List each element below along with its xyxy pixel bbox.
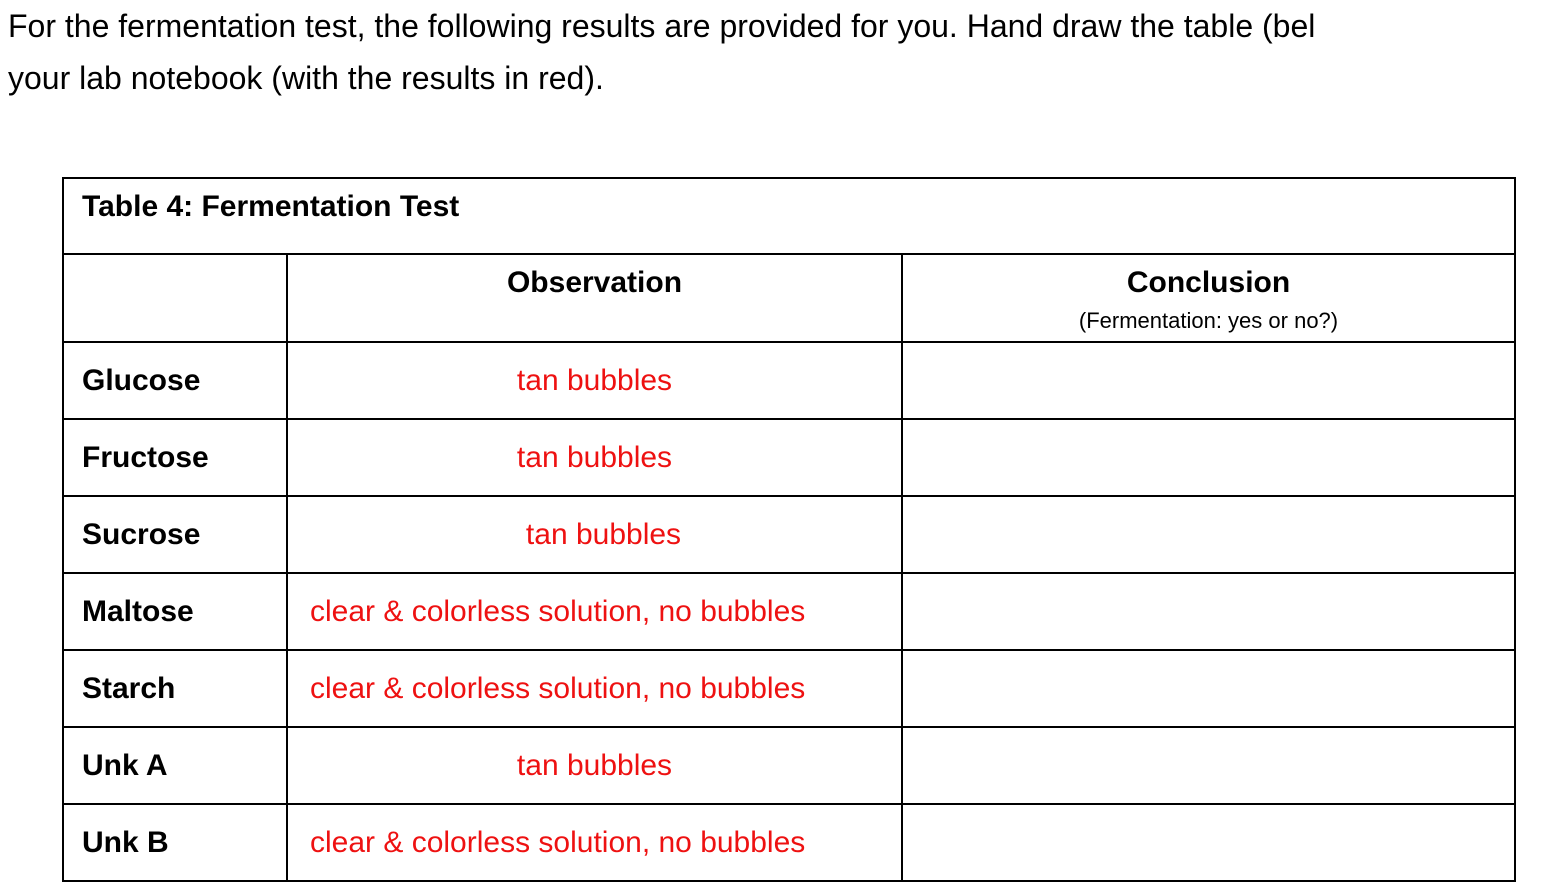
row-label: Sucrose (63, 496, 287, 573)
table-row (63, 573, 1515, 650)
table-caption: Table 4: Fermentation Test (82, 190, 460, 223)
row-label: Starch (63, 650, 287, 727)
table-caption-row (63, 178, 1515, 254)
observation-cell: tan bubbles (287, 419, 902, 496)
header-observation: Observation (506, 266, 683, 299)
conclusion-cell (902, 342, 1515, 419)
row-label: Unk B (63, 804, 287, 881)
conclusion-cell (902, 650, 1515, 727)
table-row (63, 342, 1515, 419)
header-observation-cell (287, 254, 902, 342)
table-row (63, 804, 1515, 881)
table-row (63, 650, 1515, 727)
observation-cell: clear & colorless solution, no bubbles (287, 804, 902, 881)
row-label: Maltose (63, 573, 287, 650)
observation-cell: clear & colorless solution, no bubbles (287, 573, 902, 650)
fermentation-table (62, 177, 1516, 882)
table-row (63, 496, 1515, 573)
row-label: Unk A (63, 727, 287, 804)
observation-cell: tan bubbles (287, 727, 902, 804)
observation-cell: tan bubbles (287, 496, 902, 573)
conclusion-cell (902, 804, 1515, 881)
header-empty-cell (63, 254, 287, 342)
fermentation-table-container (62, 177, 1514, 882)
instructions-line-2: your lab notebook (with the results in red). (8, 60, 604, 96)
row-label: Glucose (63, 342, 287, 419)
instructions-line-1: For the fermentation test, the following results are provided for you. Hand draw the table (bel (8, 8, 1316, 44)
observation-cell: tan bubbles (287, 342, 902, 419)
conclusion-cell (902, 419, 1515, 496)
table-row (63, 419, 1515, 496)
row-label: Fructose (63, 419, 287, 496)
observation-cell: clear & colorless solution, no bubbles (287, 650, 902, 727)
header-conclusion-note: (Fermentation: yes or no?) (1078, 308, 1339, 333)
conclusion-cell (902, 727, 1515, 804)
instructions-paragraph (8, 0, 1546, 104)
header-conclusion: Conclusion (1126, 266, 1291, 299)
table-row (63, 727, 1515, 804)
table-header-row (63, 254, 1515, 342)
table-caption-cell (63, 178, 1515, 254)
conclusion-cell (902, 573, 1515, 650)
conclusion-cell (902, 496, 1515, 573)
header-conclusion-cell (902, 254, 1515, 342)
